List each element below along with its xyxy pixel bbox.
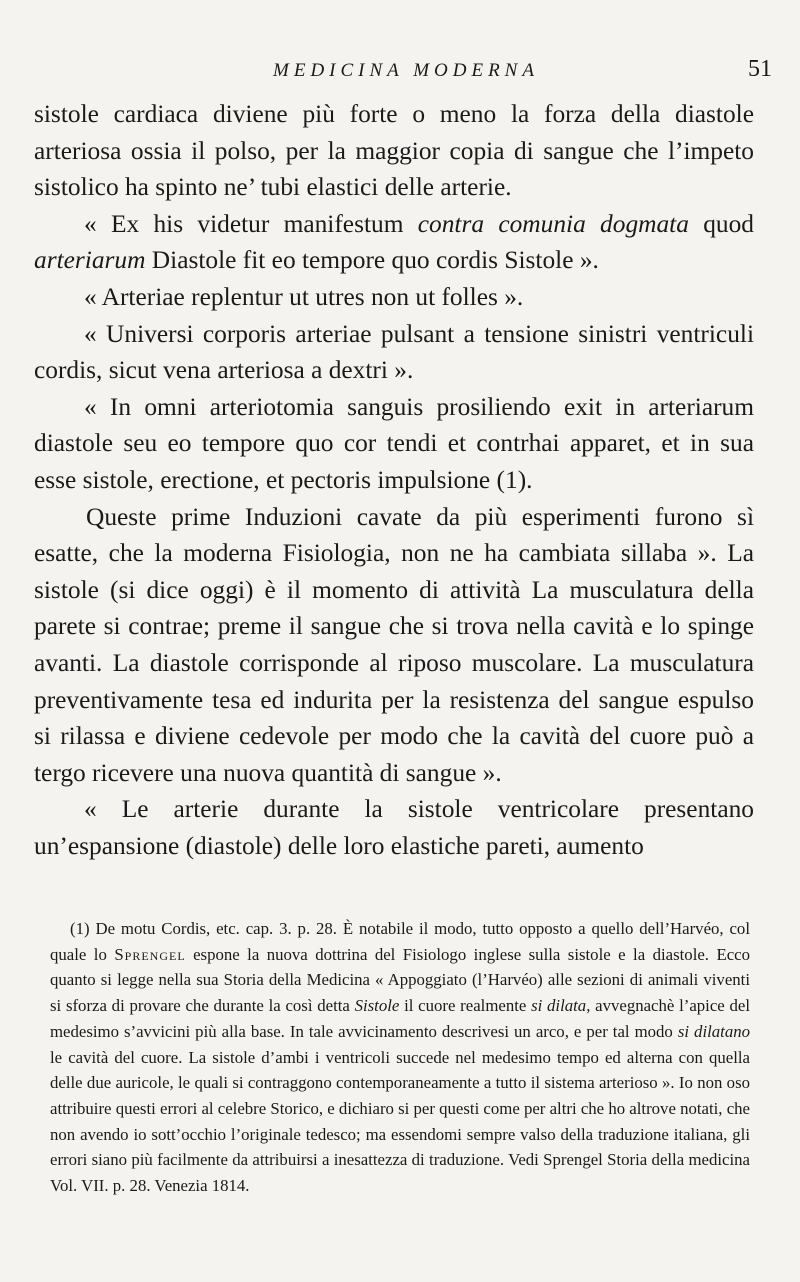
paragraph: Queste prime Induzioni cavate da più esperimenti furono sì esatte, che la moderna Fisiologia, non ne ha cambiata sillaba ». La sistole (si dice oggi) è il momento di attività La musculatura della parete si contrae; preme il sangue che si trova nella cavità e lo spinge avanti. La diastole corrisponde al riposo muscolare. La musculatura preventivamente tesa ed indurita per la resistenza del sangue espulso si rilassa e diviene cedevole per modo che la cavità del cuore può a tergo ricevere una nuova quantità di sangue ». xyxy=(34,502,754,787)
small-caps-name: Sprengel xyxy=(114,944,186,964)
footnote xyxy=(50,916,750,1199)
italic-text: arteriarum xyxy=(34,246,146,275)
italic-text: Sistole xyxy=(354,996,400,1016)
italic-text: si dilatano xyxy=(677,1021,750,1041)
text-run: il cuore realmente xyxy=(399,996,532,1016)
text-run: avvegnachè l’apice del medesimo s’avvicini più alla base. In tale avvicinamento descrivesi un arco, e per tal modo xyxy=(50,996,750,1041)
paragraph: sistole cardiaca diviene più forte o meno la forza della diastole arteriosa ossia il polso, per la maggior copia di sangue che l’impeto sistolico ha spinto ne’ tubi elastici delle arterie. xyxy=(34,100,754,202)
paragraph: « Universi corporis arteriae pulsant a tensione sinistri ventriculi cordis, sicut vena arteriosa a dextri ». xyxy=(34,319,754,385)
running-title: MEDICINA MODERNA xyxy=(273,60,539,81)
main-text xyxy=(34,96,754,864)
text-run: quod xyxy=(688,209,754,238)
page-header xyxy=(34,56,778,92)
italic-text: si dilata, xyxy=(531,996,591,1016)
paragraph: « Le arterie durante la sistole ventricolare presentano un’espansione (diastole) delle loro elastiche pareti, aumento xyxy=(34,795,754,860)
paragraph: « Arteriae replentur ut utres non ut folles ». xyxy=(84,282,524,311)
italic-text: contra comunia dogmata xyxy=(417,209,689,238)
paragraph: « In omni arteriotomia sanguis prosiliendo exit in arteriarum diastole seu eo tempore quo cor tendi et contrhai apparet, et in sua esse sistole, erectione, et pectoris impulsione (1). xyxy=(34,392,754,494)
text-run: « Ex his videtur manifestum xyxy=(84,209,418,238)
text-run: (1) De motu Cordis, etc. cap. 3. p. 28. È notabile il modo, tutto opposto a quello dell’Harvéo, col quale lo xyxy=(50,919,750,964)
paragraph xyxy=(34,206,754,279)
text-run: Diastole fit eo tempore quo cordis Sistole ». xyxy=(145,246,599,275)
footnote-text xyxy=(50,916,750,1199)
text-run: le cavità del cuore. La sistole d’ambi i ventricoli succede nel medesimo tempo ed alterna con quella delle due auricole, le quali si contraggono contemporaneamente a tutto il sistema arterioso ». Io non oso attribuire questi errori al celebre Storico, e dichiaro si per questi come per altri che ho altrove notati, che non avendo io sott’occhio l’originale tedesco; ma essendomi sempre valso della traduzione italiana, gli errori siano più facilmente da attribuirsi a inesattezza di traduzione. Vedi Sprengel Storia della medicina Vol. VII. p. 28. Venezia 1814. xyxy=(50,1047,750,1196)
text-run: espone la nuova dottrina del Fisiologo inglese sulla sistole e la diastole. Ecco quanto si legge nella sua Storia della Medicina « Appoggiato (l’Harvéo) alle sezioni di animali viventi si sforza di provare che durante la così detta xyxy=(50,944,750,1016)
page-number: 51 xyxy=(748,56,772,82)
